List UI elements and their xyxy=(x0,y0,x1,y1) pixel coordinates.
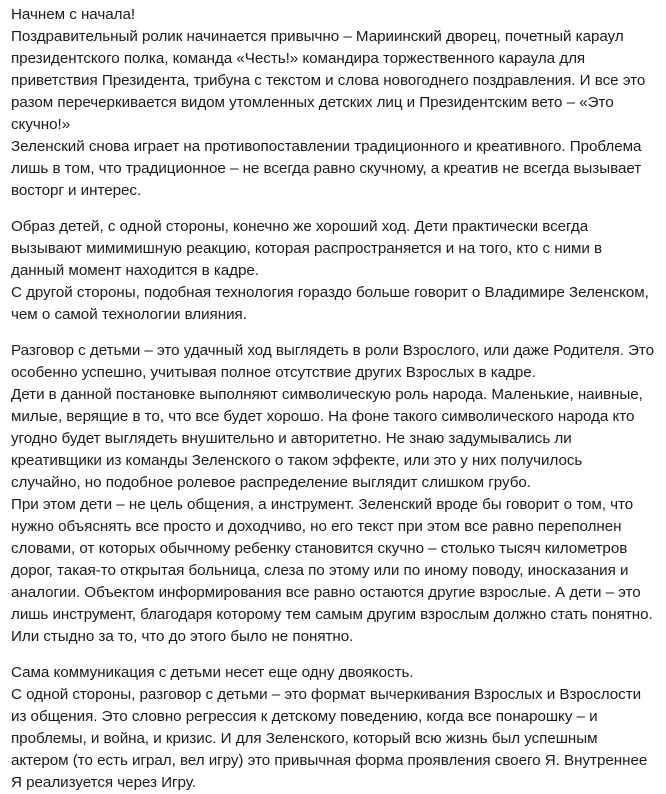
paragraph: Поздравительный ролик начинается привычно – Мариинский дворец, почетный караул президентского полка, команда «Честь!» командира торжественного караула для приветствия Президента, трибуна с текстом и слова новогоднего поздравления. И все это разом перечеркивается видом утомленных детских лиц и Президентским вето – «Это скучно!» xyxy=(11,28,646,133)
paragraph-block xyxy=(11,216,655,326)
paragraph: С другой стороны, подобная технология гораздо больше говорит о Владимире Зеленском, чем о самой технологии влияния. xyxy=(11,284,649,323)
paragraph: С одной стороны, разговор с детьми – это формат вычеркивания Взрослых и Взрослости из общения. Это словно регрессия к детскому поведению, когда все понарошку – и проблемы, и война, и кризис. И для Зеленского, который всю жизнь был успешным актером (то есть играл, вел игру) это привычная форма проявления своего Я. Внутреннее Я реализуется через Игру. xyxy=(11,686,648,791)
paragraph: Зеленский снова играет на противопоставлении традиционного и креативного. Проблема лишь в том, что традиционное – не всегда равно скучному, а креатив не всегда вызывает восторг и интерес. xyxy=(11,138,642,199)
paragraph-block xyxy=(11,340,655,648)
paragraph: Дети в данной постановке выполняют символическую роль народа. Маленькие, наивные, милые, верящие в то, что все будет хорошо. На фоне такого символического народа кто угодно будет выглядеть внушительно и авторитетно. Не знаю задумывались ли креативщики из команды Зеленского о таком эффекте, или это у них получилось случайно, но подобное ролевое распределение выглядит слишком грубо. xyxy=(11,386,643,491)
paragraph: Разговор с детьми – это удачный ход выглядеть в роли Взрослого, или даже Родителя. Это особенно успешно, учитывая полное отсутствие других Взрослых в кадре. xyxy=(11,342,655,381)
paragraph: Образ детей, с одной стороны, конечно же хороший ход. Дети практически всегда вызывают мимимишную реакцию, которая распространяется и на того, кто с ними в данный момент находится в кадре. xyxy=(11,218,603,279)
paragraph: Начнем с начала! xyxy=(11,6,136,23)
paragraph-block xyxy=(11,662,655,794)
paragraph-block xyxy=(11,4,655,202)
paragraph: Сама коммуникация с детьми несет еще одну двоякость. xyxy=(11,664,414,681)
paragraph: При этом дети – не цель общения, а инструмент. Зеленский вроде бы говорит о том, что нужно объяснять все просто и доходчиво, но его текст при этом все равно переполнен словами, от которых обычному ребенку становится скучно – столько тысяч километров дорог, такая-то открытая больница, слеза по этому или по иному поводу, иносказания и аналогии. Объектом информирования все равно остаются другие взрослые. А дети – это лишь инструмент, благодаря которому тем самым другим взрослым должно стать понятно. Или стыдно за то, что до этого было не понятно. xyxy=(11,496,653,645)
